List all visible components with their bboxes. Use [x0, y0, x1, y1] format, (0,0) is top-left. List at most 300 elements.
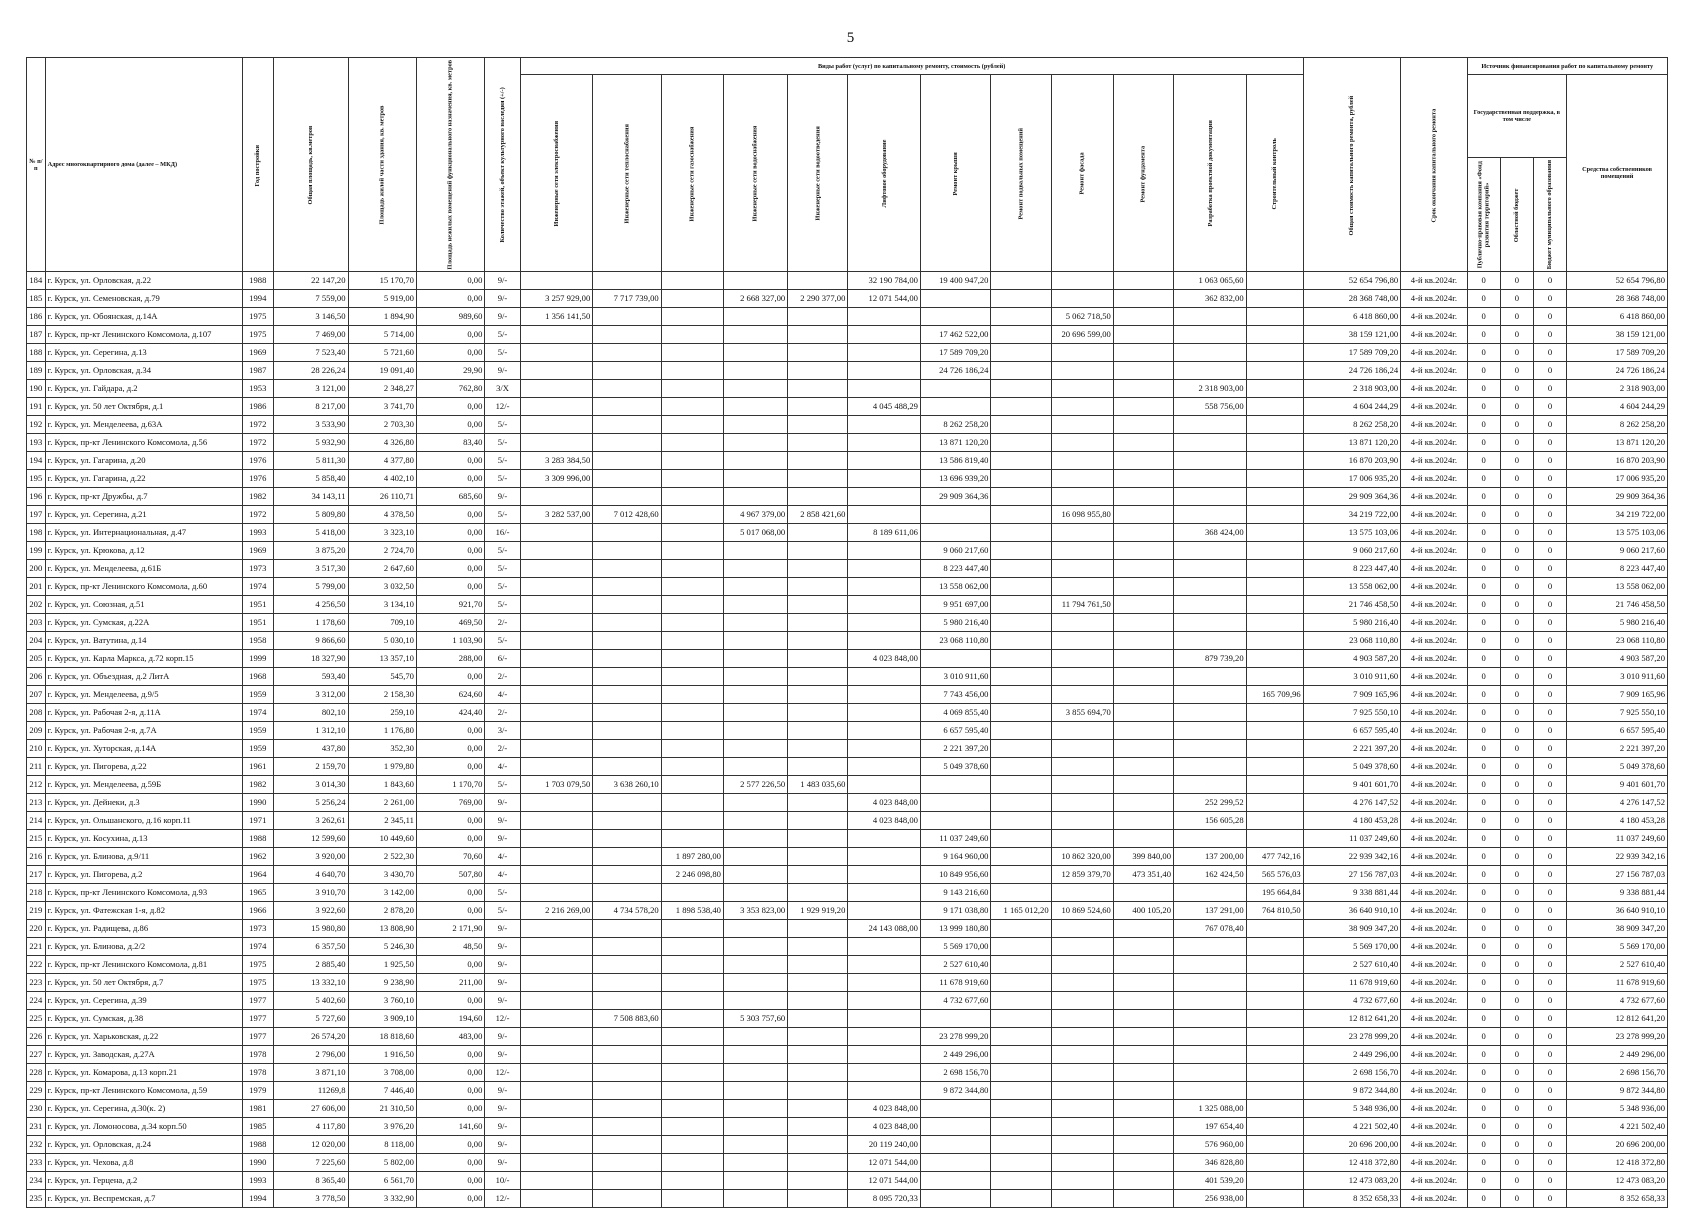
cell-work-electric	[520, 578, 593, 596]
cell-work-facade	[1051, 614, 1113, 632]
cell-work-basement	[991, 740, 1051, 758]
cell-floors: 5/-	[485, 416, 520, 434]
cell-work-foundation	[1113, 614, 1173, 632]
cell-work-gas	[661, 560, 723, 578]
cell-living-area: 10 449,60	[348, 830, 416, 848]
cell-work-facade	[1051, 578, 1113, 596]
cell-work-lift	[848, 470, 921, 488]
cell-work-sewer	[788, 1190, 848, 1208]
cell-address: г. Курск, ул. Сумская, д.38	[45, 1010, 242, 1028]
cell-nonres-area: 0,00	[416, 506, 484, 524]
cell-total-area: 3 517,30	[273, 560, 348, 578]
cell-work-basement	[991, 758, 1051, 776]
table-row	[27, 1046, 1668, 1064]
cell-deadline: 4-й кв.2024г.	[1401, 1190, 1467, 1208]
cell-fund-own: 21 746 458,50	[1567, 596, 1668, 614]
cell-work-foundation	[1113, 1136, 1173, 1154]
cell-work-design	[1174, 1064, 1247, 1082]
cell-work-lift	[848, 596, 921, 614]
cell-total-cost: 2 527 610,40	[1303, 956, 1400, 974]
table-row	[27, 1190, 1668, 1208]
cell-work-sewer	[788, 758, 848, 776]
cell-total-area: 5 932,90	[273, 434, 348, 452]
table-row	[27, 776, 1668, 794]
cell-work-electric	[520, 830, 593, 848]
cell-total-area: 4 256,50	[273, 596, 348, 614]
cell-work-facade	[1051, 290, 1113, 308]
cell-work-control	[1246, 740, 1303, 758]
cell-nonres-area: 0,00	[416, 1064, 484, 1082]
cell-fund-public: 0	[1467, 578, 1500, 596]
cell-row-num: 190	[27, 380, 46, 398]
cell-deadline: 4-й кв.2024г.	[1401, 686, 1467, 704]
cell-fund-regional: 0	[1500, 668, 1533, 686]
cell-work-electric	[520, 1010, 593, 1028]
cell-work-electric	[520, 326, 593, 344]
cell-deadline: 4-й кв.2024г.	[1401, 560, 1467, 578]
cell-work-electric	[520, 596, 593, 614]
cell-deadline: 4-й кв.2024г.	[1401, 1028, 1467, 1046]
cell-work-design: 2 318 903,00	[1174, 380, 1247, 398]
cell-address: г. Курск, ул. Пигорева, д.22	[45, 758, 242, 776]
cell-work-facade	[1051, 524, 1113, 542]
cell-floors: 5/-	[485, 434, 520, 452]
cell-fund-own: 23 278 999,20	[1567, 1028, 1668, 1046]
cell-fund-own: 16 870 203,90	[1567, 452, 1668, 470]
cell-work-facade: 11 794 761,50	[1051, 596, 1113, 614]
cell-work-gas	[661, 272, 723, 290]
cell-fund-regional: 0	[1500, 578, 1533, 596]
cell-work-roof: 8 262 258,20	[920, 416, 991, 434]
cell-work-lift	[848, 1064, 921, 1082]
cell-year-built: 1999	[242, 650, 273, 668]
cell-living-area: 3 323,10	[348, 524, 416, 542]
table-row	[27, 704, 1668, 722]
cell-work-gas	[661, 614, 723, 632]
cell-work-electric: 3 283 384,50	[520, 452, 593, 470]
cell-work-foundation	[1113, 272, 1173, 290]
cell-work-control	[1246, 1046, 1303, 1064]
cell-work-foundation	[1113, 506, 1173, 524]
cell-row-num: 217	[27, 866, 46, 884]
cell-total-area: 437,80	[273, 740, 348, 758]
cell-work-heat	[593, 596, 661, 614]
cell-row-num: 208	[27, 704, 46, 722]
cell-fund-own: 11 037 249,60	[1567, 830, 1668, 848]
cell-year-built: 1972	[242, 434, 273, 452]
cell-work-sewer	[788, 740, 848, 758]
cell-work-heat	[593, 362, 661, 380]
cell-address: г. Курск, ул. Рабочая 2-я, д.11А	[45, 704, 242, 722]
cell-work-facade	[1051, 416, 1113, 434]
cell-fund-regional: 0	[1500, 1028, 1533, 1046]
cell-work-facade: 3 855 694,70	[1051, 704, 1113, 722]
cell-work-heat	[593, 812, 661, 830]
cell-work-electric	[520, 344, 593, 362]
cell-work-water	[723, 614, 787, 632]
cell-living-area: 2 348,27	[348, 380, 416, 398]
cell-fund-municipal: 0	[1533, 776, 1566, 794]
cell-work-electric: 2 216 269,00	[520, 902, 593, 920]
cell-work-sewer	[788, 1118, 848, 1136]
table-row	[27, 1118, 1668, 1136]
cell-work-water	[723, 488, 787, 506]
cell-work-foundation	[1113, 596, 1173, 614]
header-work-foundation: Ремонт фундамента	[1113, 75, 1173, 272]
cell-fund-regional: 0	[1500, 758, 1533, 776]
cell-fund-public: 0	[1467, 848, 1500, 866]
table-row	[27, 308, 1668, 326]
cell-total-area: 5 809,80	[273, 506, 348, 524]
cell-fund-public: 0	[1467, 1028, 1500, 1046]
cell-work-gas	[661, 884, 723, 902]
cell-deadline: 4-й кв.2024г.	[1401, 758, 1467, 776]
cell-work-heat	[593, 578, 661, 596]
cell-nonres-area: 0,00	[416, 1190, 484, 1208]
cell-work-control	[1246, 1172, 1303, 1190]
cell-fund-public: 0	[1467, 974, 1500, 992]
cell-work-sewer	[788, 1028, 848, 1046]
cell-fund-public: 0	[1467, 668, 1500, 686]
cell-work-control	[1246, 290, 1303, 308]
cell-total-area: 1 178,60	[273, 614, 348, 632]
cell-work-basement	[991, 812, 1051, 830]
cell-nonres-area: 194,60	[416, 1010, 484, 1028]
cell-total-cost: 23 068 110,80	[1303, 632, 1400, 650]
cell-work-electric	[520, 1082, 593, 1100]
cell-work-heat: 7 012 428,60	[593, 506, 661, 524]
cell-work-heat	[593, 884, 661, 902]
cell-living-area: 3 032,50	[348, 578, 416, 596]
cell-work-heat	[593, 1154, 661, 1172]
cell-address: г. Курск, ул. Радищева, д.86	[45, 920, 242, 938]
cell-work-foundation	[1113, 650, 1173, 668]
cell-work-facade	[1051, 740, 1113, 758]
cell-work-control	[1246, 1010, 1303, 1028]
cell-work-water	[723, 1172, 787, 1190]
cell-work-water	[723, 416, 787, 434]
cell-work-foundation	[1113, 1172, 1173, 1190]
header-work-water: Инженерные сети водоснабжения	[723, 75, 787, 272]
cell-work-sewer	[788, 650, 848, 668]
cell-fund-public: 0	[1467, 1118, 1500, 1136]
cell-work-electric	[520, 560, 593, 578]
cell-work-gas	[661, 344, 723, 362]
cell-work-foundation	[1113, 632, 1173, 650]
cell-nonres-area: 921,70	[416, 596, 484, 614]
cell-fund-regional: 0	[1500, 956, 1533, 974]
cell-fund-municipal: 0	[1533, 740, 1566, 758]
cell-work-water: 4 967 379,00	[723, 506, 787, 524]
cell-work-facade	[1051, 398, 1113, 416]
cell-row-num: 193	[27, 434, 46, 452]
cell-fund-own: 2 221 397,20	[1567, 740, 1668, 758]
cell-fund-municipal: 0	[1533, 488, 1566, 506]
header-work-lift: Лифтовое оборудование	[848, 75, 921, 272]
cell-work-heat	[593, 488, 661, 506]
cell-living-area: 6 561,70	[348, 1172, 416, 1190]
cell-total-area: 3 920,00	[273, 848, 348, 866]
cell-work-facade	[1051, 1064, 1113, 1082]
cell-fund-regional: 0	[1500, 542, 1533, 560]
cell-fund-regional: 0	[1500, 326, 1533, 344]
cell-fund-municipal: 0	[1533, 902, 1566, 920]
cell-fund-public: 0	[1467, 812, 1500, 830]
cell-fund-municipal: 0	[1533, 848, 1566, 866]
cell-work-roof	[920, 308, 991, 326]
cell-year-built: 1965	[242, 884, 273, 902]
cell-work-design	[1174, 344, 1247, 362]
cell-fund-regional: 0	[1500, 1064, 1533, 1082]
cell-nonres-area: 0,00	[416, 1100, 484, 1118]
cell-work-design: 368 424,00	[1174, 524, 1247, 542]
cell-total-cost: 11 678 919,60	[1303, 974, 1400, 992]
cell-floors: 12/-	[485, 1010, 520, 1028]
cell-total-cost: 2 698 156,70	[1303, 1064, 1400, 1082]
cell-total-cost: 8 262 258,20	[1303, 416, 1400, 434]
cell-work-roof: 13 999 180,80	[920, 920, 991, 938]
cell-work-design	[1174, 758, 1247, 776]
cell-work-gas	[661, 650, 723, 668]
cell-work-control: 477 742,16	[1246, 848, 1303, 866]
cell-floors: 2/-	[485, 614, 520, 632]
cell-fund-own: 9 338 881,44	[1567, 884, 1668, 902]
table-row	[27, 488, 1668, 506]
cell-nonres-area: 0,00	[416, 524, 484, 542]
cell-work-facade	[1051, 1172, 1113, 1190]
cell-fund-regional: 0	[1500, 704, 1533, 722]
cell-work-water	[723, 866, 787, 884]
cell-fund-municipal: 0	[1533, 704, 1566, 722]
cell-fund-own: 7 925 550,10	[1567, 704, 1668, 722]
cell-row-num: 214	[27, 812, 46, 830]
cell-work-heat	[593, 1100, 661, 1118]
cell-work-design	[1174, 776, 1247, 794]
cell-work-control	[1246, 596, 1303, 614]
cell-work-water: 2 577 226,50	[723, 776, 787, 794]
cell-row-num: 211	[27, 758, 46, 776]
cell-deadline: 4-й кв.2024г.	[1401, 380, 1467, 398]
cell-nonres-area: 48,50	[416, 938, 484, 956]
cell-year-built: 1994	[242, 290, 273, 308]
cell-year-built: 1972	[242, 506, 273, 524]
cell-work-water	[723, 344, 787, 362]
cell-work-facade	[1051, 668, 1113, 686]
table-row	[27, 1028, 1668, 1046]
cell-work-roof	[920, 1010, 991, 1028]
cell-address: г. Курск, ул. Менделеева, д.61Б	[45, 560, 242, 578]
cell-floors: 9/-	[485, 1046, 520, 1064]
cell-work-control	[1246, 326, 1303, 344]
cell-deadline: 4-й кв.2024г.	[1401, 920, 1467, 938]
cell-fund-own: 34 219 722,00	[1567, 506, 1668, 524]
cell-work-water	[723, 1064, 787, 1082]
cell-work-sewer	[788, 596, 848, 614]
cell-work-control	[1246, 542, 1303, 560]
cell-work-gas	[661, 524, 723, 542]
cell-work-heat	[593, 380, 661, 398]
cell-work-electric	[520, 758, 593, 776]
cell-work-electric: 1 703 079,50	[520, 776, 593, 794]
cell-work-facade	[1051, 542, 1113, 560]
cell-work-design	[1174, 974, 1247, 992]
cell-address: г. Курск, ул. Союзная, д.51	[45, 596, 242, 614]
cell-row-num: 189	[27, 362, 46, 380]
cell-work-control	[1246, 560, 1303, 578]
cell-work-foundation	[1113, 1010, 1173, 1028]
cell-year-built: 1977	[242, 1010, 273, 1028]
cell-work-gas	[661, 830, 723, 848]
cell-work-water	[723, 452, 787, 470]
cell-work-design: 401 539,20	[1174, 1172, 1247, 1190]
cell-work-basement	[991, 632, 1051, 650]
cell-fund-municipal: 0	[1533, 1100, 1566, 1118]
cell-work-foundation	[1113, 776, 1173, 794]
cell-fund-regional: 0	[1500, 1136, 1533, 1154]
cell-work-sewer	[788, 452, 848, 470]
cell-living-area: 545,70	[348, 668, 416, 686]
cell-work-electric	[520, 416, 593, 434]
cell-work-design	[1174, 632, 1247, 650]
cell-work-basement	[991, 686, 1051, 704]
cell-fund-public: 0	[1467, 938, 1500, 956]
cell-deadline: 4-й кв.2024г.	[1401, 344, 1467, 362]
cell-fund-regional: 0	[1500, 596, 1533, 614]
header-work-facade: Ремонт фасада	[1051, 75, 1113, 272]
cell-work-roof: 2 698 156,70	[920, 1064, 991, 1082]
cell-work-basement	[991, 344, 1051, 362]
cell-work-water	[723, 812, 787, 830]
cell-work-heat	[593, 1172, 661, 1190]
cell-fund-public: 0	[1467, 1154, 1500, 1172]
cell-row-num: 188	[27, 344, 46, 362]
cell-floors: 9/-	[485, 362, 520, 380]
cell-work-electric	[520, 398, 593, 416]
cell-work-roof: 13 871 120,20	[920, 434, 991, 452]
cell-fund-municipal: 0	[1533, 956, 1566, 974]
cell-work-facade	[1051, 938, 1113, 956]
cell-work-water	[723, 434, 787, 452]
cell-deadline: 4-й кв.2024г.	[1401, 326, 1467, 344]
cell-work-heat	[593, 740, 661, 758]
cell-work-electric	[520, 938, 593, 956]
cell-work-basement	[991, 1118, 1051, 1136]
table-row	[27, 902, 1668, 920]
cell-fund-regional: 0	[1500, 866, 1533, 884]
cell-total-area: 4 640,70	[273, 866, 348, 884]
cell-work-design	[1174, 452, 1247, 470]
cell-work-electric	[520, 380, 593, 398]
cell-fund-regional: 0	[1500, 452, 1533, 470]
cell-work-water	[723, 1100, 787, 1118]
cell-floors: 9/-	[485, 1118, 520, 1136]
cell-fund-regional: 0	[1500, 722, 1533, 740]
cell-work-water	[723, 596, 787, 614]
cell-work-facade: 20 696 599,00	[1051, 326, 1113, 344]
cell-fund-public: 0	[1467, 1136, 1500, 1154]
cell-fund-regional: 0	[1500, 686, 1533, 704]
cell-work-gas	[661, 956, 723, 974]
cell-fund-municipal: 0	[1533, 272, 1566, 290]
cell-fund-regional: 0	[1500, 794, 1533, 812]
cell-year-built: 1988	[242, 272, 273, 290]
cell-work-heat: 7 717 739,00	[593, 290, 661, 308]
cell-work-gas	[661, 1046, 723, 1064]
cell-fund-municipal: 0	[1533, 1010, 1566, 1028]
cell-fund-own: 27 156 787,03	[1567, 866, 1668, 884]
cell-work-facade	[1051, 686, 1113, 704]
cell-fund-own: 6 418 860,00	[1567, 308, 1668, 326]
cell-row-num: 221	[27, 938, 46, 956]
cell-fund-public: 0	[1467, 1100, 1500, 1118]
cell-work-basement: 1 165 012,20	[991, 902, 1051, 920]
cell-work-control	[1246, 614, 1303, 632]
cell-fund-own: 6 657 595,40	[1567, 722, 1668, 740]
cell-fund-own: 13 575 103,06	[1567, 524, 1668, 542]
cell-living-area: 7 446,40	[348, 1082, 416, 1100]
cell-work-control	[1246, 992, 1303, 1010]
cell-work-roof: 9 951 697,00	[920, 596, 991, 614]
cell-work-sewer: 2 858 421,60	[788, 506, 848, 524]
cell-work-heat	[593, 272, 661, 290]
cell-work-electric	[520, 704, 593, 722]
cell-work-control	[1246, 938, 1303, 956]
cell-work-electric	[520, 974, 593, 992]
cell-work-electric	[520, 1190, 593, 1208]
cell-work-sewer	[788, 326, 848, 344]
cell-fund-public: 0	[1467, 326, 1500, 344]
cell-living-area: 5 714,00	[348, 326, 416, 344]
cell-floors: 5/-	[485, 344, 520, 362]
cell-work-foundation	[1113, 434, 1173, 452]
cell-fund-public: 0	[1467, 560, 1500, 578]
cell-work-lift	[848, 884, 921, 902]
cell-nonres-area: 0,00	[416, 812, 484, 830]
cell-work-design	[1174, 938, 1247, 956]
cell-work-facade	[1051, 974, 1113, 992]
cell-year-built: 1968	[242, 668, 273, 686]
table-row	[27, 1154, 1668, 1172]
cell-fund-own: 20 696 200,00	[1567, 1136, 1668, 1154]
cell-work-control	[1246, 1118, 1303, 1136]
table-row	[27, 650, 1668, 668]
cell-row-num: 201	[27, 578, 46, 596]
cell-work-gas	[661, 1064, 723, 1082]
cell-fund-municipal: 0	[1533, 884, 1566, 902]
cell-total-area: 3 014,30	[273, 776, 348, 794]
cell-work-sewer	[788, 488, 848, 506]
table-row	[27, 1082, 1668, 1100]
cell-year-built: 1969	[242, 344, 273, 362]
cell-total-area: 7 523,40	[273, 344, 348, 362]
cell-work-electric	[520, 794, 593, 812]
cell-nonres-area: 989,60	[416, 308, 484, 326]
cell-work-design: 156 605,28	[1174, 812, 1247, 830]
header-funding-group: Источник финансирования работ по капитальному ремонту	[1467, 58, 1667, 75]
cell-work-facade	[1051, 776, 1113, 794]
cell-fund-own: 4 732 677,60	[1567, 992, 1668, 1010]
cell-year-built: 1977	[242, 1028, 273, 1046]
cell-year-built: 1969	[242, 542, 273, 560]
table-row	[27, 524, 1668, 542]
cell-work-facade	[1051, 362, 1113, 380]
cell-work-design	[1174, 416, 1247, 434]
cell-total-area: 3 121,00	[273, 380, 348, 398]
cell-work-control	[1246, 488, 1303, 506]
cell-work-basement	[991, 650, 1051, 668]
cell-work-electric	[520, 848, 593, 866]
table-row	[27, 686, 1668, 704]
